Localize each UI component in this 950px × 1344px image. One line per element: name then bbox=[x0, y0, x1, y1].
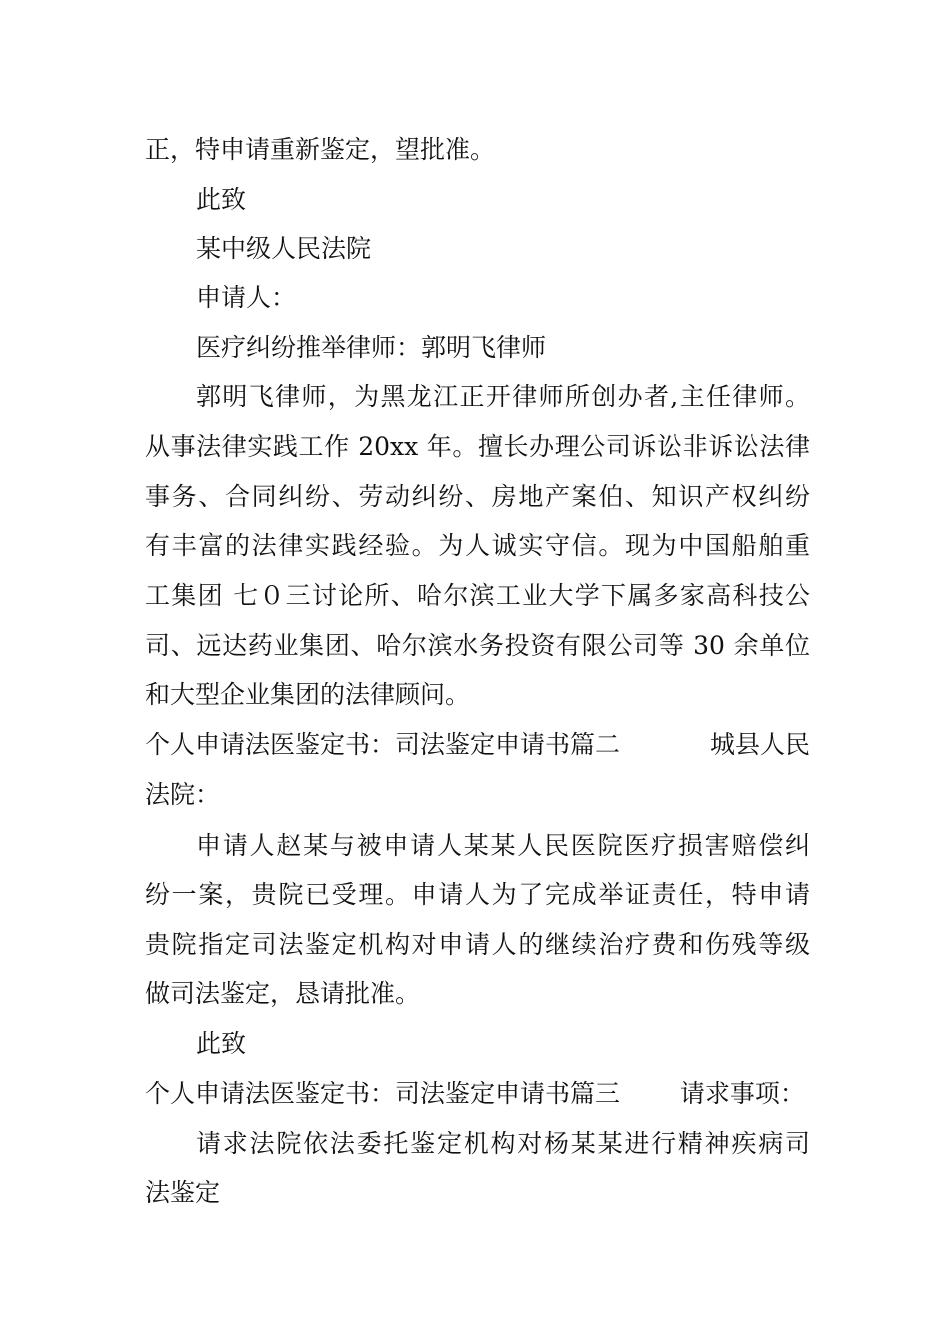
text-line: 申请人赵某与被申请人某某人民医院医疗损害赔偿纠 bbox=[196, 831, 810, 860]
text-line: 从事法律实践工作 20xx 年。擅长办理公司诉讼非诉讼法律 bbox=[145, 432, 810, 461]
section-heading-tail: 请求事项： bbox=[679, 1079, 805, 1108]
text-line: 做司法鉴定，恳请批准。 bbox=[145, 979, 421, 1008]
text-line: 法院： bbox=[145, 780, 221, 809]
text-line: 司、远达药业集团、哈尔滨水务投资有限公司等 30 余单位 bbox=[145, 631, 810, 660]
text-line: 有丰富的法律实践经验。为人诚实守信。现为中国船舶重 bbox=[145, 531, 810, 560]
addressee-line: 某中级人民法院 bbox=[196, 234, 372, 263]
text-line: 郭明飞律师，为黑龙江正开律师所创办者,主任律师。 bbox=[196, 382, 810, 411]
section-heading-tail: 城县人民 bbox=[709, 730, 810, 759]
text-line: 工集团 七０三讨论所、哈尔滨工业大学下属多家高科技公 bbox=[145, 581, 810, 610]
text-line: 法鉴定 bbox=[145, 1178, 221, 1207]
text-line: 请求法院依法委托鉴定机构对杨某某进行精神疾病司 bbox=[196, 1129, 810, 1158]
lawyer-line: 医疗纠纷推举律师：郭明飞律师 bbox=[196, 333, 547, 362]
text-line: 纷一案，贵院已受理。申请人为了完成举证责任，特申请 bbox=[145, 880, 810, 909]
text-line: 事务、合同纠纷、劳动纠纷、房地产案伯、知识产权纠纷 bbox=[145, 482, 810, 511]
salutation-line: 此致 bbox=[196, 1029, 247, 1058]
salutation-line: 此致 bbox=[196, 185, 247, 214]
text-line: 和大型企业集团的法律顾问。 bbox=[145, 680, 471, 709]
section-heading-3 bbox=[145, 1074, 810, 1114]
text-line: 贵院指定司法鉴定机构对申请人的继续治疗费和伤残等级 bbox=[145, 930, 810, 959]
section-heading-2 bbox=[145, 725, 810, 765]
section-heading-title: 个人申请法医鉴定书：司法鉴定申请书篇二 bbox=[145, 730, 621, 759]
section-heading-title: 个人申请法医鉴定书：司法鉴定申请书篇三 bbox=[145, 1079, 621, 1108]
text-line: 正，特申请重新鉴定，望批准。 bbox=[145, 135, 496, 164]
applicant-line: 申请人： bbox=[196, 283, 297, 312]
